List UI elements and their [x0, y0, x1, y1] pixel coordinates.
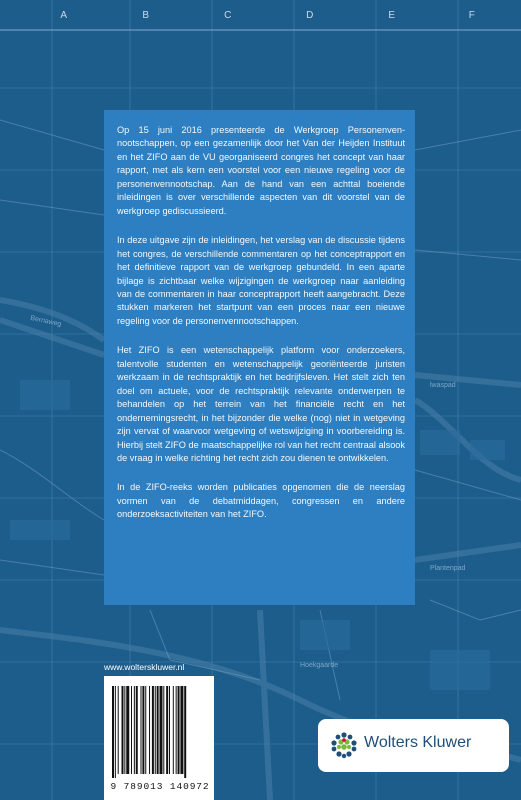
- barcode-bar: [142, 686, 144, 774]
- publisher-logo: [318, 719, 509, 772]
- barcode-bar: [115, 686, 116, 778]
- isbn-number: 9 789013 140972: [110, 781, 210, 792]
- barcode-bar: [163, 686, 164, 774]
- barcode-bar: [131, 686, 132, 774]
- barcode-bar: [166, 686, 168, 774]
- barcode-bar: [124, 686, 125, 774]
- barcode-bar: [173, 686, 174, 774]
- ruler-letter: B: [142, 10, 150, 21]
- blurb-paragraph: Het ZIFO is een wetenschappelijk platform voor onderzoekers, talentvolle studenten en wetenschappelijk georiënteerde juristen werkzaam in de rechtspraktijk en het bedrijfsleven. Het stelt zich ten doel om actuele, voor de rechtspraktijk relevante onderwerpen te behandelen op het terrein van het financiële recht en het ondernemingsrecht, in het bijzonder die welke (nog) niet in wetgeving zijn vervat of waarvoor wetgeving of wetswijziging in voorbereiding is. Hierbij stelt ZIFO de maatschappelijke rol van het recht centraal alsook de vraag in welke richting het recht zich zou dienen te ontwikkelen.: [117, 345, 406, 463]
- barcode-bars: [112, 686, 206, 778]
- barcode-bar: [112, 686, 114, 778]
- blurb-paragraph: Op 15 juni 2016 presenteerde de Werkgroep Personenvennootschappen, op een gezamenlijk door het Van der Heijden Instituut en het ZIFO aan de VU georganiseerd congres het concept van haar rapport, met als kern een voorstel voor een nieuwe regeling voor de personenvennootschap. Aan de hand van een achttal boeiende inleidingen is over verschillende aspecten van dit voorstel van de werkgroep gediscussieerd.: [117, 125, 405, 216]
- barcode-bar: [152, 686, 154, 774]
- barcode-bar: [184, 686, 186, 778]
- map-street-label: lwaspad: [430, 382, 456, 389]
- barcode-bar: [136, 686, 138, 774]
- map-street-label: Hoekgaarde: [300, 662, 339, 669]
- ruler-letter: C: [224, 10, 232, 21]
- barcode-bar: [178, 686, 180, 774]
- ruler-letter: D: [306, 10, 314, 21]
- barcode-bar: [180, 686, 183, 774]
- blurb-paragraph: In deze uitgave zijn de inleidingen, het verslag van de discussie tijdens het congres, de verschillende commentaren op het conceptrapport en het definitieve rapport van de werkgroep gebundeld. In een aparte bijlage is zichtbaar welke wijzigingen de werkgroep naar aanleiding van de commentaren in haar conceptrapport heeft aangebracht. Deze stukken markeren het startpunt van een proces naar een nieuwe regeling voor de personenvennootschappen.: [117, 235, 405, 326]
- barcode-bar: [145, 686, 146, 774]
- grid-column-ruler: [0, 0, 521, 30]
- barcode-bar: [141, 686, 142, 774]
- barcode-bar: [160, 686, 163, 774]
- barcode-bar: [122, 686, 124, 774]
- barcode-bar: [134, 686, 135, 774]
- wolters-kluwer-logo-icon: [330, 731, 358, 759]
- blurb-paragraph: In de ZIFO-reeks worden publicaties opgenomen die de neerslag vormen van de debatmiddagen, congressen en andere onderzoeksactiviteiten van het ZIFO.: [117, 482, 405, 520]
- ruler-letter: E: [388, 10, 396, 21]
- isbn-barcode: [104, 676, 214, 800]
- barcode-bar: [176, 686, 177, 774]
- barcode-bar: [169, 686, 170, 774]
- map-street-label: Plantenpad: [430, 565, 466, 572]
- map-street-label: Bernaweg: [29, 314, 62, 329]
- blurb-panel: [104, 110, 415, 605]
- publisher-name: Wolters Kluwer: [364, 734, 472, 751]
- barcode-bar: [126, 686, 129, 774]
- barcode-bar: [157, 686, 159, 774]
- ruler-letter: F: [468, 10, 476, 21]
- ruler-letter: A: [60, 10, 68, 21]
- barcode-bar: [149, 686, 150, 774]
- publisher-url[interactable]: www.wolterskluwer.nl: [104, 662, 185, 672]
- barcode-bar: [118, 686, 119, 774]
- barcode-bar: [155, 686, 156, 774]
